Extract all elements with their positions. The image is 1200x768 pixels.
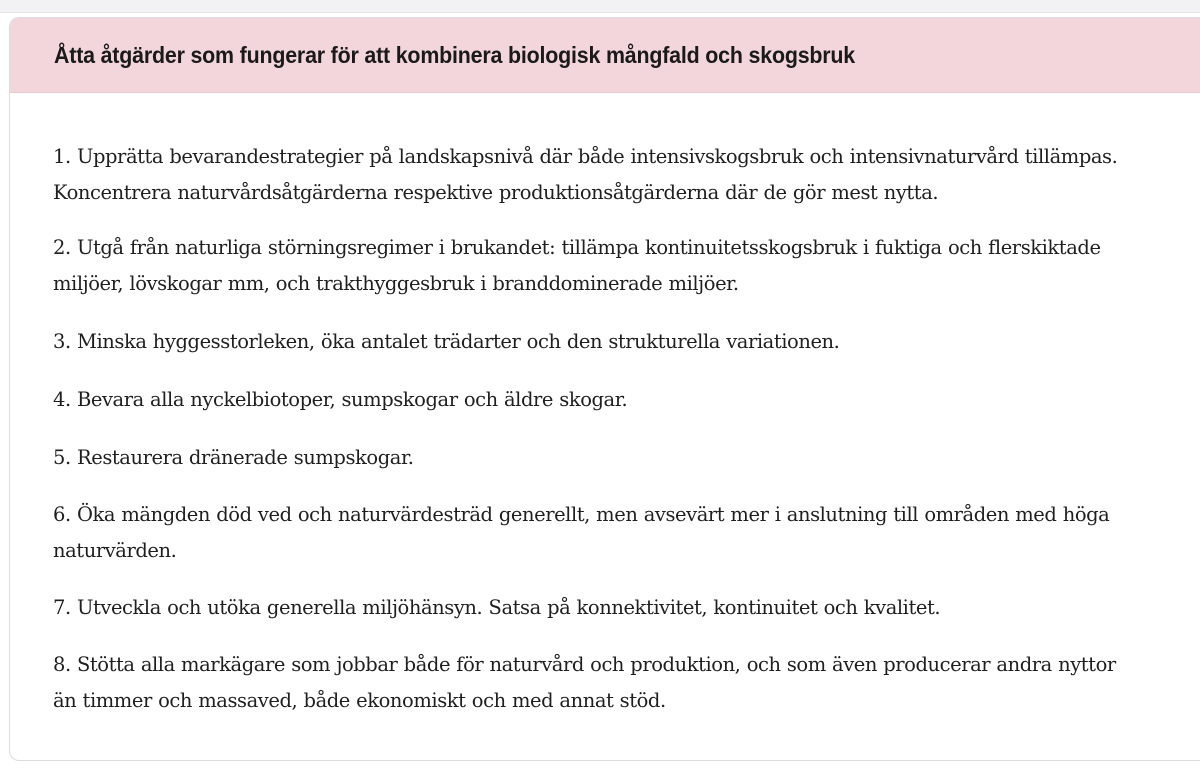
list-item: 2. Utgå från naturliga störningsregimer i brukandet: tillämpa kontinuitetsskogsbruk i fuktiga och flerskiktade miljöer, lövskogar mm, och trakthyggesbruk i branddominerade miljöer. bbox=[53, 235, 1101, 295]
list-item: 6. Öka mängden död ved och naturvärdesträd generellt, men avsevärt mer i anslutning till områden med höga naturvärden. bbox=[53, 502, 1110, 562]
list-item: 5. Restaurera dränerade sumpskogar. bbox=[53, 445, 414, 469]
list-item: 3. Minska hyggesstorleken, öka antalet trädarter och den strukturella variationen. bbox=[53, 329, 840, 353]
list-item: 8. Stötta alla markägare som jobbar både för naturvård och produktion, och som även producerar andra nyttor än timmer och massaved, både ekonomiskt och med annat stöd. bbox=[53, 652, 1116, 712]
card-header bbox=[10, 18, 1200, 93]
list-item: 7. Utveckla och utöka generella miljöhänsyn. Satsa på konnektivitet, kontinuitet och kvalitet. bbox=[53, 595, 941, 619]
top-strip bbox=[0, 0, 1200, 13]
list-item: 4. Bevara alla nyckelbiotoper, sumpskogar och äldre skogar. bbox=[53, 387, 628, 411]
list-item: 1. Upprätta bevarandestrategier på landskapsnivå där både intensivskogsbruk och intensivnaturvård tillämpas. Koncentrera naturvårdsåtgärderna respektive produktionsåtgärderna där de gör mest nytta. bbox=[53, 144, 1118, 204]
card-title: Åtta åtgärder som fungerar för att kombinera biologisk mångfald och skogsbruk bbox=[54, 41, 856, 68]
